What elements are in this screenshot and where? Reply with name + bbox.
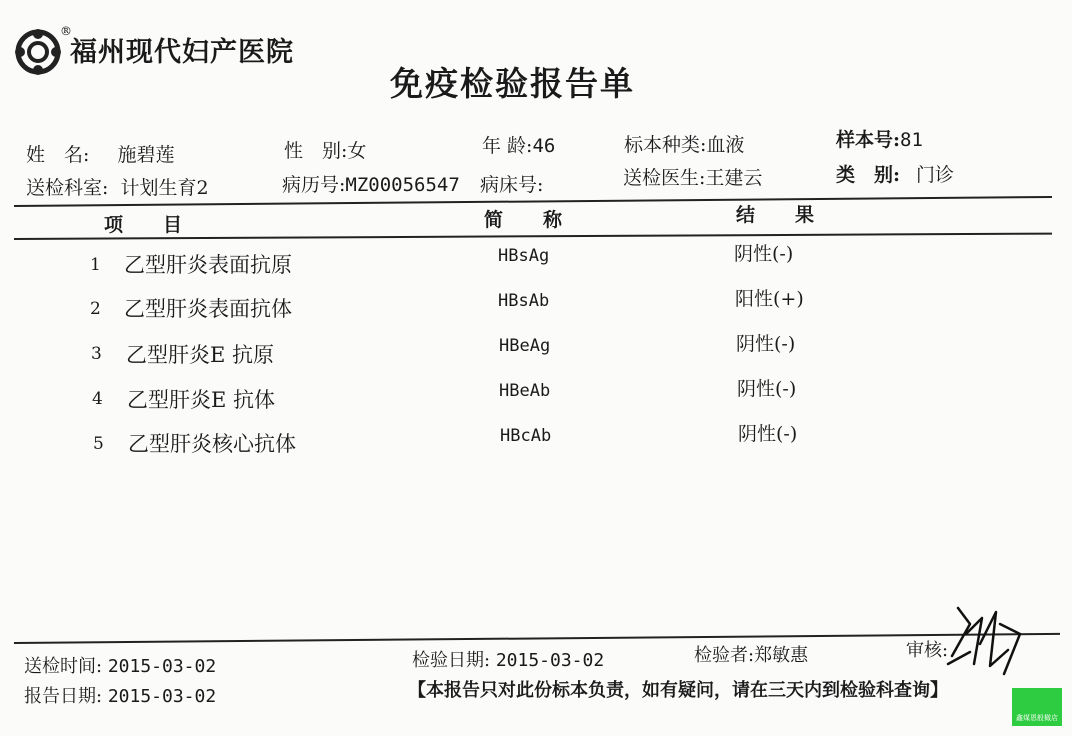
row-index: 1 xyxy=(90,255,101,275)
hospital-name: 福州现代妇产医院 xyxy=(70,37,294,68)
row-item: 乙型肝炎核心抗体 xyxy=(128,432,296,456)
doctor-field xyxy=(623,163,762,190)
row-item: 乙型肝炎E 抗体 xyxy=(127,388,276,412)
row-abbr: HBsAg xyxy=(498,246,550,266)
record-field xyxy=(282,170,460,197)
sample-no-field xyxy=(836,125,923,152)
report-date-label: 报告日期: xyxy=(24,686,103,707)
sex-value: 女 xyxy=(347,140,367,162)
age-value: 46 xyxy=(532,135,556,157)
row-abbr: HBeAg xyxy=(499,336,551,356)
specimen-value: 血液 xyxy=(706,134,745,156)
row-index: 2 xyxy=(90,299,101,319)
footer-rule xyxy=(14,633,1060,644)
specimen-field xyxy=(624,130,744,157)
test-date-field xyxy=(412,646,604,672)
age-label: 年 龄: xyxy=(482,135,533,157)
patient-name-label: 姓 名: xyxy=(26,144,90,166)
row-result: 阴性(-) xyxy=(737,378,797,400)
send-time-field xyxy=(24,652,216,678)
report-notice: 【本报告只对此份标本负责，如有疑问，请在三天内到检验科查询】 xyxy=(408,680,948,701)
record-label: 病历号: xyxy=(282,174,346,196)
row-abbr: HBsAb xyxy=(498,291,550,311)
sample-no-value: 81 xyxy=(900,129,923,151)
bed-field xyxy=(480,170,543,197)
row-abbr: HBcAb xyxy=(500,426,552,446)
reviewer-signature xyxy=(930,594,1030,684)
send-time-value: 2015-03-02 xyxy=(107,656,217,677)
sex-label: 性 别: xyxy=(284,140,348,162)
doctor-value: 王建云 xyxy=(705,167,763,189)
row-item: 乙型肝炎表面抗原 xyxy=(124,253,292,277)
hospital-logo-icon xyxy=(14,28,62,76)
record-value: MZ00056547 xyxy=(345,174,460,196)
bed-label: 病床号: xyxy=(480,174,544,196)
send-time-label: 送检时间: xyxy=(24,656,103,677)
test-date-label: 检验日期: xyxy=(412,650,491,671)
category-value: 门诊 xyxy=(916,164,955,186)
row-index: 4 xyxy=(92,389,103,409)
specimen-label: 标本种类: xyxy=(624,134,707,156)
report-title: 免疫检验报告单 xyxy=(390,64,635,103)
tester-label: 检验者: xyxy=(694,645,755,666)
report-date-field xyxy=(24,682,216,708)
dept-label: 送检科室: xyxy=(26,177,109,199)
row-abbr: HBeAb xyxy=(499,381,551,401)
dept-field xyxy=(26,173,209,200)
watermark-text: 鑫煤恩般橄店 xyxy=(1016,714,1058,722)
category-field xyxy=(836,160,954,187)
age-field xyxy=(482,131,555,158)
registered-mark: ® xyxy=(60,24,72,38)
column-header-abbr: 简称 xyxy=(484,209,603,231)
watermark-badge xyxy=(1012,688,1062,726)
report-date-value: 2015-03-02 xyxy=(107,686,217,707)
reviewer-label: 审核: xyxy=(906,640,949,661)
row-index: 3 xyxy=(91,344,102,364)
row-result: 阴性(-) xyxy=(734,243,794,265)
row-result: 阳性(+) xyxy=(735,288,804,310)
row-item: 乙型肝炎表面抗体 xyxy=(124,297,292,321)
row-index: 5 xyxy=(93,434,104,454)
sample-no-label: 样本号: xyxy=(836,129,901,151)
dept-value: 计划生育2 xyxy=(120,177,209,199)
row-result: 阴性(-) xyxy=(738,423,798,445)
test-date-value: 2015-03-02 xyxy=(495,650,605,671)
sex-field xyxy=(284,136,366,163)
column-header-result: 结果 xyxy=(736,204,855,226)
patient-name-value: 施碧莲 xyxy=(117,144,175,166)
tester-field xyxy=(694,641,808,667)
row-result: 阴性(-) xyxy=(736,333,796,355)
column-header-item: 项目 xyxy=(104,214,223,236)
category-label: 类 别: xyxy=(836,164,901,186)
row-item: 乙型肝炎E 抗原 xyxy=(126,343,275,367)
patient-name-field xyxy=(26,140,174,167)
doctor-label: 送检医生: xyxy=(623,167,706,189)
tester-value: 郑敏惠 xyxy=(754,645,809,666)
